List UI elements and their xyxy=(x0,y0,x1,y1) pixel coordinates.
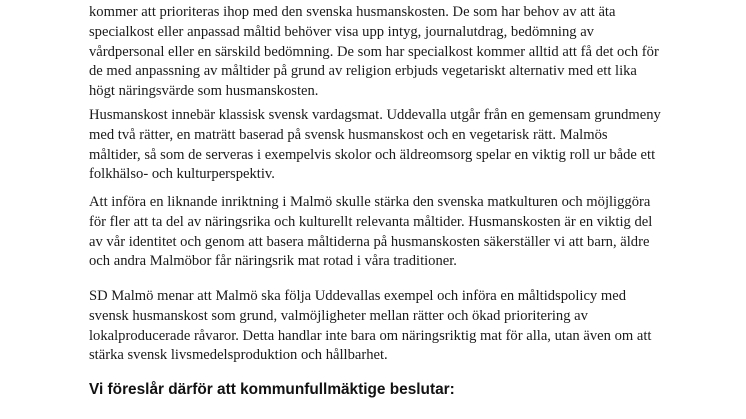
paragraph-special-diet xyxy=(89,3,669,102)
section-heading-proposal: Vi föreslår därför att kommunfullmäktige beslutar: xyxy=(89,381,455,398)
text-line: stärka svensk livsmedelsproduktion och hållbarhet. xyxy=(89,347,388,364)
text-line: de med anpassning av måltider på grund av religion erbjuds vegetariskt alternativ med ett lika xyxy=(89,63,637,80)
text-line: vårdpersonal eller en särskild bedömning. De som har specialkost kommer alltid att få det och för xyxy=(89,43,659,60)
paragraph-malmo-introduction xyxy=(89,193,669,272)
text-line: högt näringsvärde som husmanskosten. xyxy=(89,83,319,100)
text-line: av vår identitet och genom att basera måltiderna på husmanskosten säkerställer vi att barn, äldre xyxy=(89,233,650,250)
text-line: specialkost eller anpassad måltid behöver visa upp intyg, journalutdrag, bedömning av xyxy=(89,23,594,40)
text-line: Att införa en liknande inriktning i Malmö skulle stärka den svenska matkulturen och möjliggöra xyxy=(89,194,651,210)
text-line: och andra Malmöbor får näringsrik mat rotad i våra traditioner. xyxy=(89,253,457,270)
paragraph-husmanskost-definition xyxy=(89,106,669,185)
text-line: svensk husmanskost som grund, valmöjligheter mellan rätter och ökad prioritering av xyxy=(89,307,588,324)
text-line: lokalproducerade råvaror. Detta handlar inte bara om näringsriktig mat för alla, utan även om att xyxy=(89,327,652,344)
text-line: Husmanskost innebär klassisk svensk vardagsmat. Uddevalla utgår från en gemensam grundmeny xyxy=(89,107,661,123)
text-line: SD Malmö menar att Malmö ska följa Uddevallas exempel och införa en måltidspolicy med xyxy=(89,288,626,304)
text-line: kommer att prioriteras ihop med den svenska husmanskosten. De som har behov av att äta xyxy=(89,4,616,20)
text-line: med två rätter, en maträtt baserad på svensk husmanskost och en vegetarisk rätt. Malmös xyxy=(89,126,608,143)
text-line: för fler att ta del av näringsrika och kulturellt relevanta måltider. Husmanskosten är en viktig del xyxy=(89,213,653,230)
text-line: folkhälso- och kulturperspektiv. xyxy=(89,166,275,183)
paragraph-sd-malmo-position xyxy=(89,287,669,366)
text-line: måltider, så som de serveras i exempelvis skolor och äldreomsorg spelar en viktig roll ur både ett xyxy=(89,146,656,163)
